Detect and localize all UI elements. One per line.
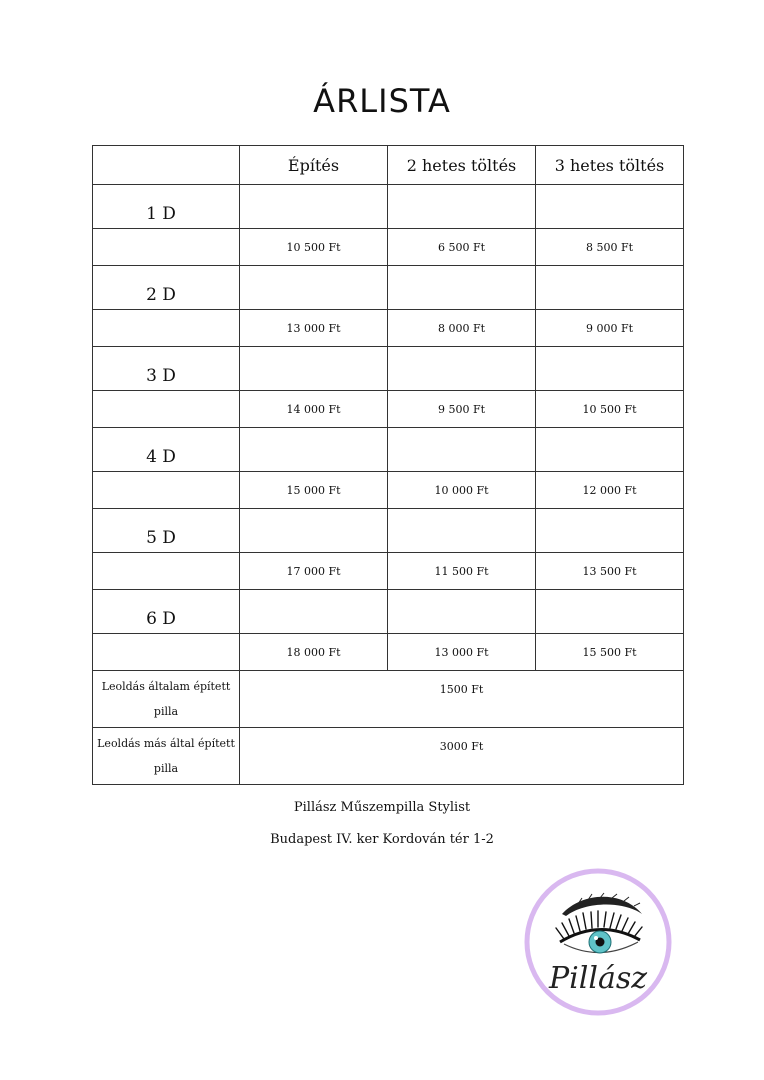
price-4d-epites: 15 000 Ft	[240, 472, 388, 509]
row-label-5d: 5 D	[93, 509, 240, 553]
table-header-row	[93, 146, 684, 185]
price-1d-3-hetes: 8 500 Ft	[536, 229, 684, 266]
price-3d-epites: 14 000 Ft	[240, 391, 388, 428]
price-3d-2-hetes: 9 500 Ft	[388, 391, 536, 428]
table-row-prices-1d	[93, 229, 684, 266]
table-row-label-5d	[93, 509, 684, 553]
header-empty-cell	[93, 146, 240, 185]
price-5d-epites: 17 000 Ft	[240, 553, 388, 590]
page-title: ÁRLISTA	[313, 82, 451, 120]
eye-highlight	[594, 936, 598, 940]
pillasz-logo	[522, 866, 674, 1018]
table-row-label-3d	[93, 347, 684, 391]
price-2d-3-hetes: 9 000 Ft	[536, 310, 684, 347]
table-row-prices-2d	[93, 310, 684, 347]
price-5d-2-hetes: 11 500 Ft	[388, 553, 536, 590]
price-1d-epites: 10 500 Ft	[240, 229, 388, 266]
price-5d-3-hetes: 13 500 Ft	[536, 553, 684, 590]
header-3-hetes-toltes: 3 hetes töltés	[536, 146, 684, 185]
price-1d-2-hetes: 6 500 Ft	[388, 229, 536, 266]
price-6d-epites: 18 000 Ft	[240, 634, 388, 671]
row-label-4d: 4 D	[93, 428, 240, 472]
row-label-1d: 1 D	[93, 185, 240, 229]
logo-text: Pillász	[548, 961, 648, 996]
table-row-label-6d	[93, 590, 684, 634]
table-row-label-1d	[93, 185, 684, 229]
table-row-label-2d	[93, 266, 684, 310]
business-name: Pillász Műszempilla Stylist	[293, 800, 471, 815]
eyebrow-shape	[562, 897, 642, 916]
eye-lash-logo-icon	[522, 866, 674, 1018]
price-2d-2-hetes: 8 000 Ft	[388, 310, 536, 347]
row-label-3d: 3 D	[93, 347, 240, 391]
price-6d-2-hetes: 13 000 Ft	[388, 634, 536, 671]
removal-own-price: 1500 Ft	[240, 671, 684, 728]
table-row-prices-3d	[93, 391, 684, 428]
table-row-prices-4d	[93, 472, 684, 509]
removal-other-price: 3000 Ft	[240, 728, 684, 785]
header-2-hetes-toltes: 2 hetes töltés	[388, 146, 536, 185]
price-6d-3-hetes: 15 500 Ft	[536, 634, 684, 671]
price-3d-3-hetes: 10 500 Ft	[536, 391, 684, 428]
row-label-2d: 2 D	[93, 266, 240, 310]
table-row-removal-own	[93, 671, 684, 728]
price-2d-epites: 13 000 Ft	[240, 310, 388, 347]
price-4d-3-hetes: 12 000 Ft	[536, 472, 684, 509]
table-row-prices-6d	[93, 634, 684, 671]
price-table	[92, 145, 684, 785]
price-4d-2-hetes: 10 000 Ft	[388, 472, 536, 509]
header-epites: Építés	[240, 146, 388, 185]
removal-other-label: Leoldás más által épített pilla	[93, 728, 240, 785]
table-row-prices-5d	[93, 553, 684, 590]
row-label-6d: 6 D	[93, 590, 240, 634]
removal-own-label: Leoldás általam épített pilla	[93, 671, 240, 728]
table-row-label-4d	[93, 428, 684, 472]
table-row-removal-other	[93, 728, 684, 785]
business-address: Budapest IV. ker Kordován tér 1-2	[270, 832, 494, 847]
